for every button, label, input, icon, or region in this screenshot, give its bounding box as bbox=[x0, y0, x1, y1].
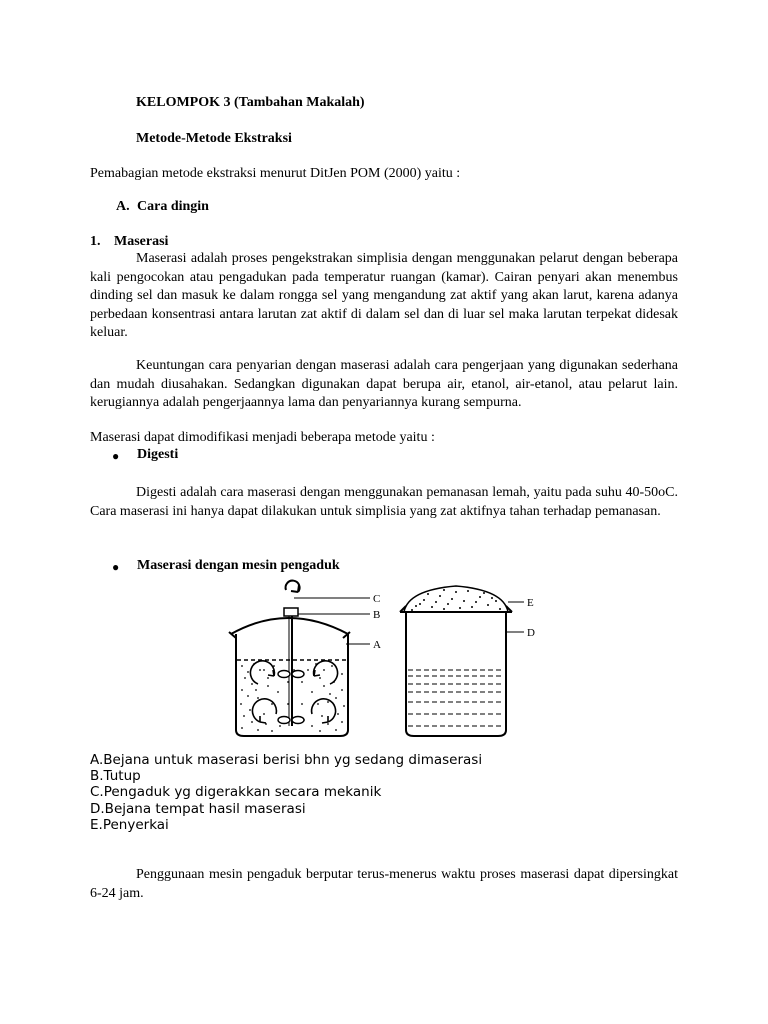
label-e: E bbox=[527, 597, 534, 609]
bullet-icon: ● bbox=[112, 449, 120, 463]
maserasi-definition-paragraph: Maserasi adalah proses pengekstrakan simplisia dengan menggunakan pelarut dengan beberapa kali pengocokan atau pengadukan pada temperatur ruangan (kamar). Cairan penyari akan menembus dinding sel dan masuk ke dalam rongga sel yang mengandung zat aktif yang akan larut, karena adanya perbedaan konsentrasi antara larutan zat aktif di dalam sel dan di luar sel maka larutan terpekat didesak keluar. bbox=[90, 251, 678, 340]
bullet-mesin-label: Maserasi dengan mesin pengaduk bbox=[137, 558, 340, 573]
digesti-paragraph: Digesti adalah cara maserasi dengan menggunakan pemanasan lemah, yaitu pada suhu 40-50oC. Cara maserasi ini hanya dapat dilakukan untuk simplisia yang zat aktifnya tahan terhadap pemanasan. bbox=[90, 485, 678, 519]
vessel-d bbox=[400, 586, 535, 736]
stirrer-c bbox=[278, 581, 304, 726]
section-a-marker: A. bbox=[116, 199, 130, 214]
figure-legend bbox=[90, 752, 482, 833]
legend-item-c: C.Pengaduk yg digerakkan secara mekanik bbox=[90, 784, 382, 801]
maceration-apparatus-diagram bbox=[228, 574, 580, 742]
vessel-a bbox=[229, 581, 381, 736]
filter-e-shape bbox=[404, 586, 508, 612]
label-d: D bbox=[527, 627, 535, 639]
section-title: Metode-Metode Ekstraksi bbox=[136, 131, 292, 146]
legend-item-e: E.Penyerkai bbox=[90, 816, 169, 833]
bullet-icon: ● bbox=[112, 560, 120, 574]
group-title: KELOMPOK 3 (Tambahan Makalah) bbox=[136, 95, 365, 110]
bullet-digesti-label: Digesti bbox=[137, 447, 179, 462]
intro-text: Pemabagian metode ekstraksi menurut DitJen POM (2000) yaitu : bbox=[90, 166, 461, 181]
keuntungan-paragraph: Keuntungan cara penyarian dengan maserasi adalah cara pengerjaan yang digunakan sederhana dan mudah diusahakan. Sedangkan digunakan dapat berupa air, etanol, air-etanol, atau pelarut lain. kerugiannya adalah pengerjaannya lama dan penyariannya kurang sempurna. bbox=[90, 358, 678, 410]
legend-item-a: A.Bejana untuk maserasi berisi bhn yg sedang dimaserasi bbox=[90, 752, 483, 768]
label-c: C bbox=[373, 593, 381, 605]
section-a-label: Cara dingin bbox=[137, 199, 209, 214]
mesin-pengaduk-paragraph: Penggunaan mesin pengaduk berputar terus-menerus waktu proses maserasi dapat dipersingkat 6-24 jam. bbox=[90, 867, 678, 901]
extract-liquid bbox=[408, 670, 504, 726]
legend-item-d: D.Bejana tempat hasil maserasi bbox=[90, 800, 306, 817]
modifikasi-text: Maserasi dapat dimodifikasi menjadi beberapa metode yaitu : bbox=[90, 430, 435, 445]
legend-item-b: B.Tutup bbox=[90, 768, 141, 785]
label-b: B bbox=[373, 609, 381, 621]
subsection-1-label: Maserasi bbox=[114, 234, 169, 249]
label-a: A bbox=[373, 639, 381, 651]
subsection-1-marker: 1. bbox=[90, 234, 101, 249]
